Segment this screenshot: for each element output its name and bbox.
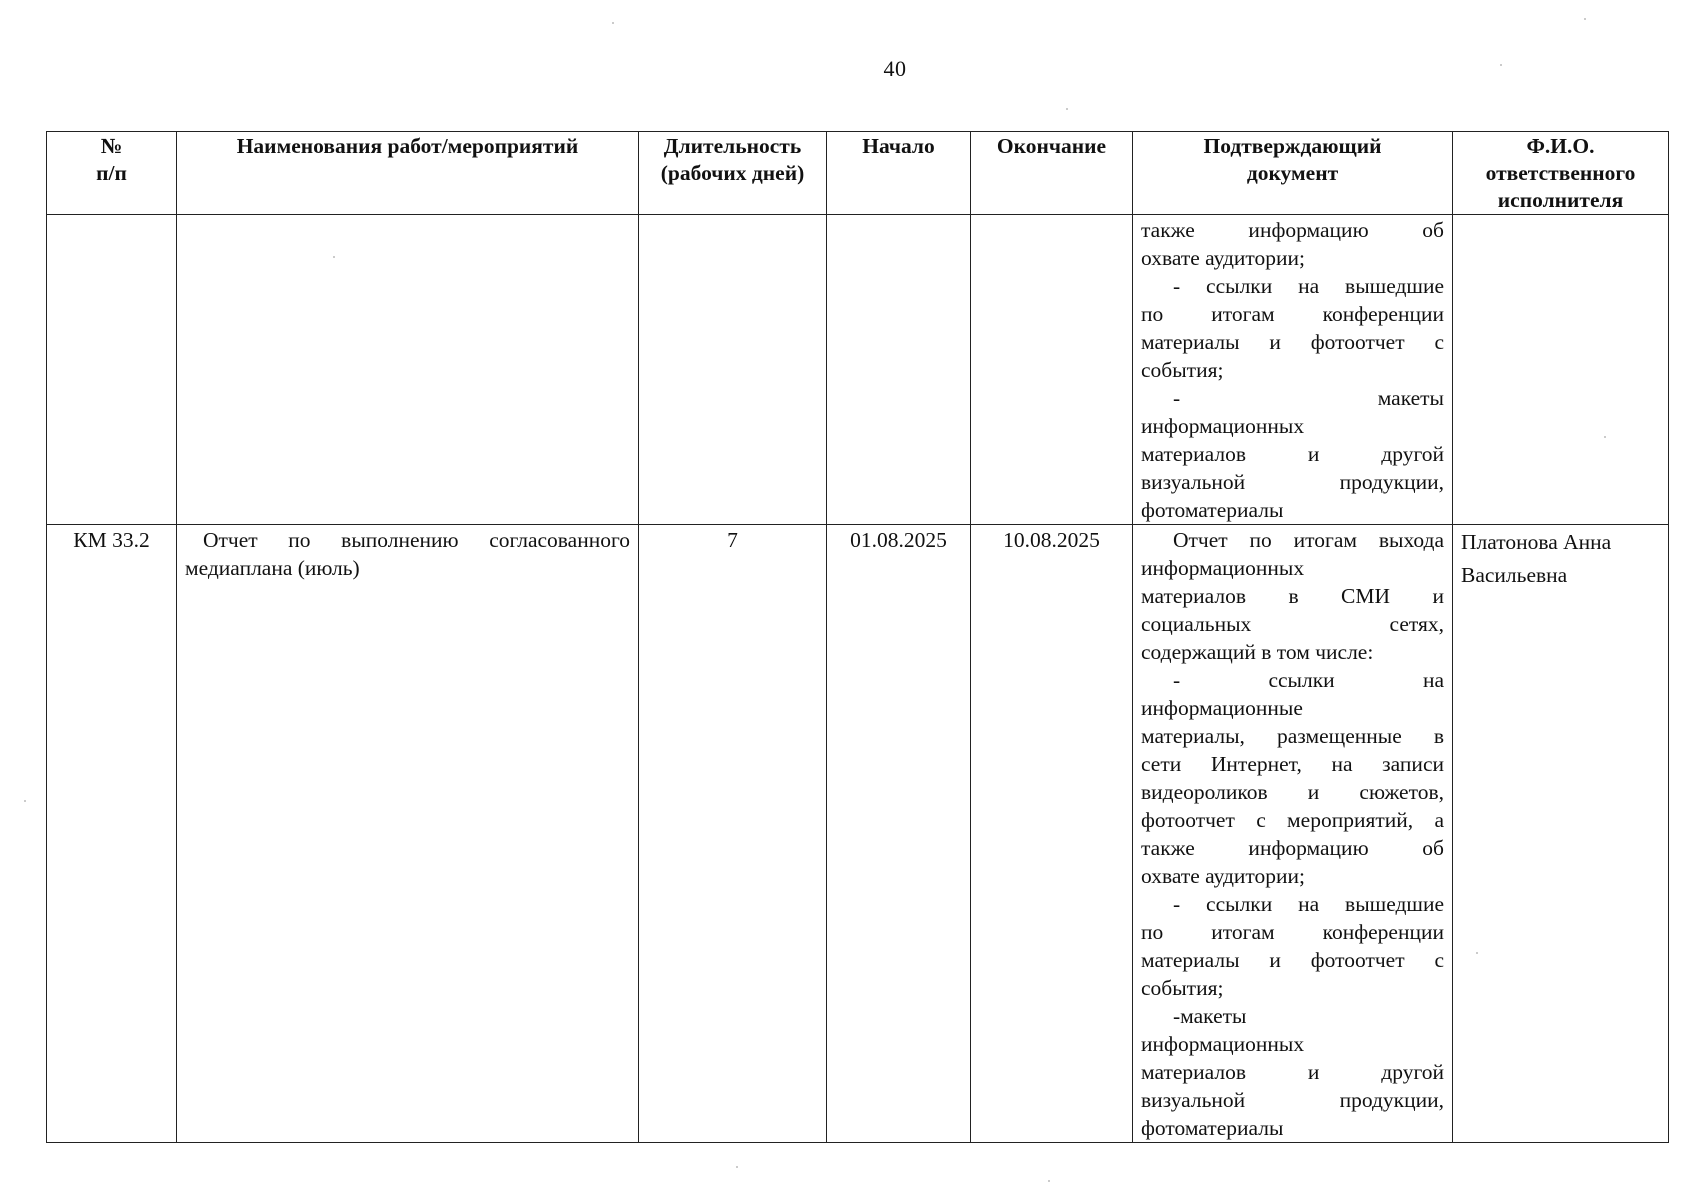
doc-line: материалы и фотоотчет с: [1141, 948, 1444, 972]
cell-responsible: [1453, 525, 1669, 1143]
doc-line: информационных: [1141, 414, 1305, 438]
doc-line: визуальной продукции,: [1141, 470, 1444, 494]
table-body: [47, 215, 1669, 1143]
doc-line: - ссылки на вышедшие: [1173, 274, 1444, 298]
header-duration: [639, 132, 827, 215]
doc-line: информационных: [1141, 1032, 1305, 1056]
doc-line: фотоотчет с мероприятий, а: [1141, 808, 1444, 832]
cell-duration: [639, 215, 827, 525]
doc-line: видеороликов и сюжетов,: [1141, 780, 1444, 804]
work-name-text: Отчет по выполнению согласованного медиаплана (июль): [185, 528, 630, 580]
doc-line: информационных: [1141, 556, 1305, 580]
scan-speck: [1604, 436, 1606, 438]
doc-line: - ссылки на вышедшие: [1173, 892, 1444, 916]
doc-line: визуальной продукции,: [1141, 1088, 1444, 1112]
header-document-line-1: Подтверждающий: [1203, 134, 1382, 158]
doc-line: охвате аудитории;: [1141, 864, 1306, 888]
header-duration-line-1: Длительность: [663, 134, 802, 158]
doc-line: фотоматериалы: [1141, 498, 1284, 522]
cell-responsible: [1453, 215, 1669, 525]
cell-start: 01.08.2025: [827, 525, 971, 1143]
header-number-line-1: №: [100, 134, 123, 158]
scan-speck: [736, 1166, 738, 1168]
doc-line: материалы и фотоотчет с: [1141, 330, 1444, 354]
scan-speck: [1048, 1180, 1050, 1182]
doc-line: сети Интернет, на записи: [1141, 752, 1444, 776]
doc-line: социальных сетях,: [1141, 612, 1444, 636]
cell-end: [971, 215, 1133, 525]
doc-line: по итогам конференции: [1141, 302, 1444, 326]
header-end: Окончание: [971, 132, 1133, 215]
header-responsible-line-1: Ф.И.О.: [1526, 134, 1595, 158]
cell-number: [47, 215, 177, 525]
responsible-name-line-2: Васильевна: [1461, 563, 1568, 587]
doc-line: события;: [1141, 976, 1224, 1000]
scan-speck: [1584, 18, 1586, 20]
header-responsible-line-2: ответственного: [1485, 161, 1636, 185]
doc-line: материалов и другой: [1141, 442, 1444, 466]
doc-line: содержащий в том числе:: [1141, 640, 1374, 664]
doc-line: материалов и другой: [1141, 1060, 1444, 1084]
table-row-continuation: [47, 215, 1669, 525]
work-schedule-table: [46, 131, 1669, 1143]
header-responsible: [1453, 132, 1669, 215]
scan-speck: [612, 22, 614, 24]
table-header: [47, 132, 1669, 215]
header-row: [47, 132, 1669, 215]
doc-line: по итогам конференции: [1141, 920, 1444, 944]
doc-line: события;: [1141, 358, 1224, 382]
cell-end: 10.08.2025: [971, 525, 1133, 1143]
doc-line: -макеты: [1173, 1004, 1247, 1028]
cell-name: [177, 525, 639, 1143]
doc-line: материалов в СМИ и: [1141, 584, 1444, 608]
scan-speck: [333, 256, 335, 258]
header-name: Наименования работ/мероприятий: [177, 132, 639, 215]
cell-document: [1133, 215, 1453, 525]
cell-number: КМ 33.2: [47, 525, 177, 1143]
doc-line: материалы, размещенные в: [1141, 724, 1444, 748]
header-number-line-2: п/п: [96, 161, 127, 185]
cell-start: [827, 215, 971, 525]
cell-document: [1133, 525, 1453, 1143]
header-number: [47, 132, 177, 215]
doc-line: охвате аудитории;: [1141, 246, 1306, 270]
cell-name: [177, 215, 639, 525]
doc-line: Отчет по итогам выхода: [1173, 528, 1444, 552]
scan-speck: [1500, 64, 1502, 66]
cell-duration: 7: [639, 525, 827, 1143]
header-document-line-2: документ: [1246, 161, 1339, 185]
doc-line: также информацию об: [1141, 218, 1444, 242]
scan-speck: [1066, 108, 1068, 110]
doc-line: также информацию об: [1141, 836, 1444, 860]
header-duration-line-2: (рабочих дней): [660, 161, 805, 185]
doc-line: - макеты: [1173, 386, 1444, 410]
table-row-km-33-2: [47, 525, 1669, 1143]
header-responsible-line-3: исполнителя: [1497, 188, 1624, 212]
header-document: [1133, 132, 1453, 215]
scan-speck: [1476, 952, 1478, 954]
page-number: 40: [883, 56, 907, 81]
doc-line: фотоматериалы: [1141, 1116, 1284, 1140]
doc-line: - ссылки на: [1173, 668, 1444, 692]
doc-line: информационные: [1141, 696, 1303, 720]
responsible-name-line-1: Платонова Анна: [1461, 530, 1612, 554]
header-start: Начало: [827, 132, 971, 215]
scan-speck: [24, 800, 26, 802]
